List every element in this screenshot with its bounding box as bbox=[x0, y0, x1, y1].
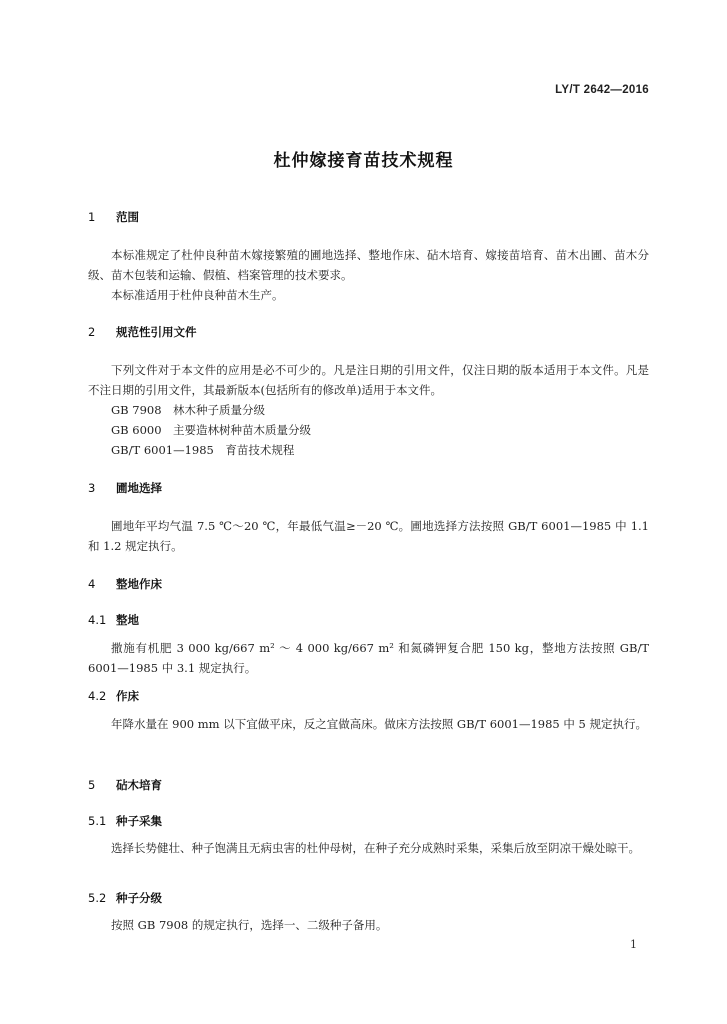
document-title: 杜仲嫁接育苗技术规程 bbox=[273, 151, 454, 171]
subsection-number: 4.2 bbox=[88, 689, 107, 703]
subsection-title: 作床 bbox=[116, 689, 139, 703]
subsection-title: 种子采集 bbox=[116, 814, 162, 828]
subsection-4-2-heading bbox=[88, 688, 139, 704]
section-3-paragraph-1: 圃地年平均气温 7.5 ℃～20 ℃，年最低气温≥－20 ℃。圃地选择方法按照 GB/T 6001—1985 中 1.1 和 1.2 规定执行。 bbox=[88, 519, 649, 553]
subsection-5-1-heading bbox=[88, 813, 162, 829]
section-title: 整地作床 bbox=[116, 577, 162, 591]
subsection-number: 5.2 bbox=[88, 891, 107, 905]
subsection-number: 5.1 bbox=[88, 814, 107, 828]
section-title: 砧木培育 bbox=[116, 778, 162, 792]
section-number: 5 bbox=[88, 778, 96, 792]
section-1-heading bbox=[88, 209, 139, 225]
subsection-5-2-heading bbox=[88, 890, 162, 906]
subsection-5-2-paragraph: 按照 GB 7908 的规定执行，选择一、二级种子备用。 bbox=[111, 918, 388, 932]
reference-item: GB/T 6001—1985 育苗技术规程 bbox=[111, 443, 295, 457]
subsection-4-2-paragraph: 年降水量在 900 mm 以下宜做平床，反之宜做高床。做床方法按照 GB/T 6001—1985 中 5 规定执行。 bbox=[111, 717, 648, 731]
section-number: 1 bbox=[88, 210, 96, 224]
section-number: 3 bbox=[88, 481, 96, 495]
subsection-4-1-heading bbox=[88, 612, 139, 628]
section-1-paragraph-2: 本标准适用于杜仲良种苗木生产。 bbox=[111, 288, 284, 302]
subsection-4-1-paragraph: 撒施有机肥 3 000 kg/667 m² ～ 4 000 kg/667 m² 和氮磷钾复合肥 150 kg，整地方法按照 GB/T 6001—1985 中 3.1 规定执行。 bbox=[88, 641, 649, 675]
section-4-heading bbox=[88, 576, 162, 592]
standard-code: LY/T 2642—2016 bbox=[555, 84, 649, 96]
reference-item: GB 6000 主要造林树种苗木质量分级 bbox=[111, 423, 312, 437]
page-number: 1 bbox=[630, 938, 637, 951]
reference-item: GB 7908 林木种子质量分级 bbox=[111, 403, 266, 417]
section-1-paragraph-1: 本标准规定了杜仲良种苗木嫁接繁殖的圃地选择、整地作床、砧木培育、嫁接苗培育、苗木出圃、苗木分级、苗木包装和运输、假植、档案管理的技术要求。 bbox=[88, 248, 649, 282]
subsection-number: 4.1 bbox=[88, 613, 107, 627]
subsection-5-1-paragraph: 选择长势健壮、种子饱满且无病虫害的杜仲母树，在种子充分成熟时采集，采集后放至阴凉干燥处晾干。 bbox=[111, 841, 640, 855]
section-2-paragraph-1: 下列文件对于本文件的应用是必不可少的。凡是注日期的引用文件，仅注日期的版本适用于本文件。凡是不注日期的引用文件，其最新版本(包括所有的修改单)适用于本文件。 bbox=[88, 363, 649, 397]
section-title: 规范性引用文件 bbox=[116, 325, 197, 339]
section-title: 圃地选择 bbox=[116, 481, 162, 495]
section-number: 4 bbox=[88, 577, 96, 591]
section-2-heading bbox=[88, 324, 197, 340]
section-number: 2 bbox=[88, 325, 96, 339]
subsection-title: 整地 bbox=[116, 613, 139, 627]
section-title: 范围 bbox=[116, 210, 139, 224]
subsection-title: 种子分级 bbox=[116, 891, 162, 905]
section-5-heading bbox=[88, 777, 162, 793]
section-3-heading bbox=[88, 480, 162, 496]
